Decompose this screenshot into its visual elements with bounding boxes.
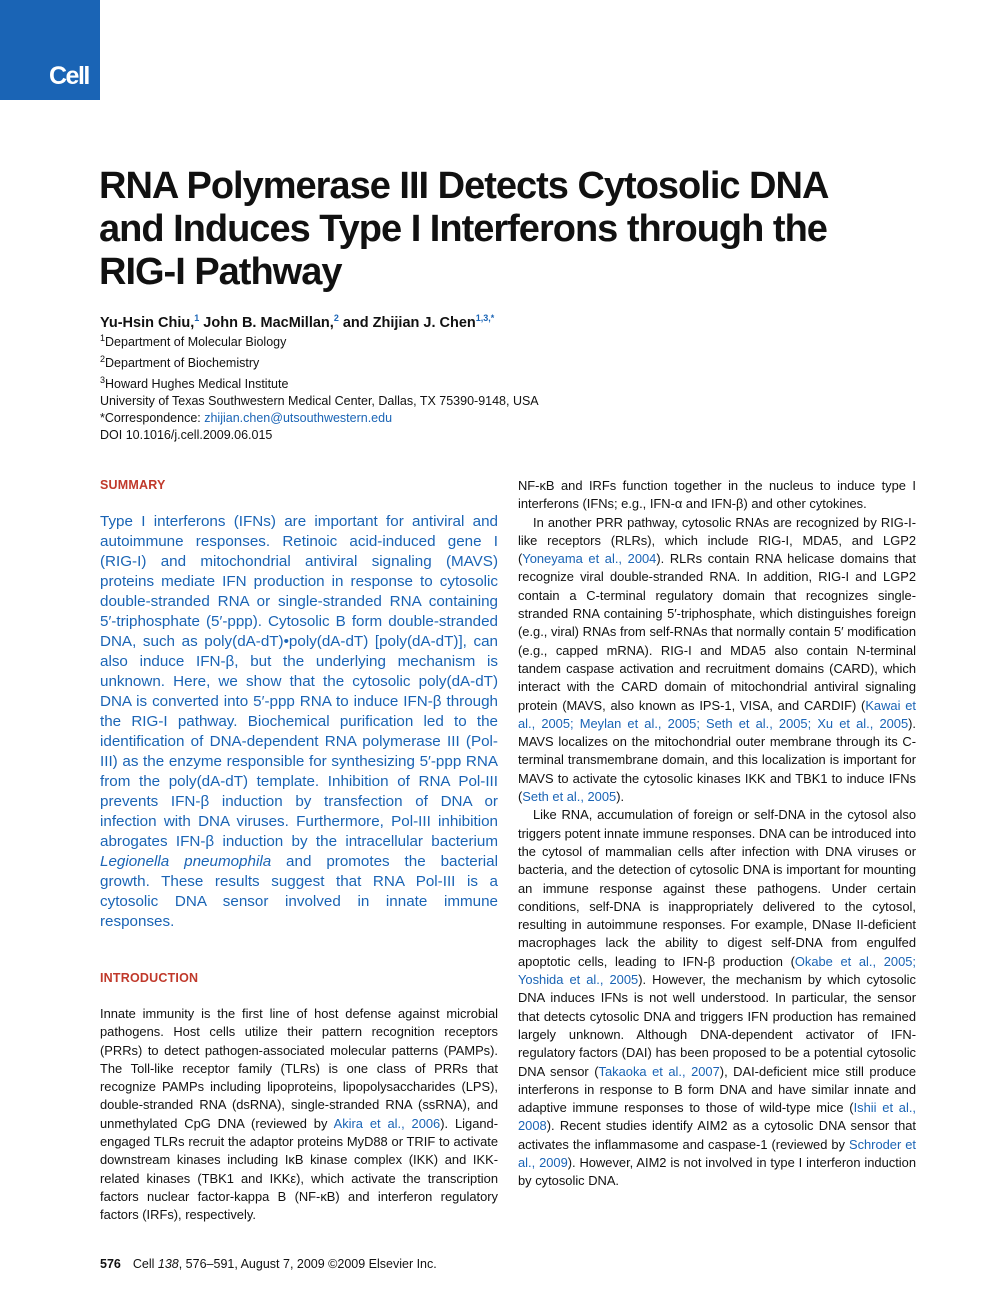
- institution: University of Texas Southwestern Medical Center, Dallas, TX 75390-9148, USA: [100, 394, 539, 409]
- author-name: Yu-Hsin Chiu,: [100, 314, 195, 331]
- citation-link[interactable]: Takaoka et al., 2007: [598, 1063, 720, 1079]
- summary-body-end: and promotes the bacterial growth. These results suggest that RNA Pol-III is a cytosolic DNA sensor involved in innate immune responses.: [100, 853, 498, 930]
- paragraph-text: In another PRR pathway, cytosolic RNAs are recognized by RIG-I-like receptors (RLRs), which include RIG-I, MDA5, and LGP2 (: [518, 514, 916, 567]
- affiliation-text: Department of Biochemistry: [105, 356, 260, 371]
- page-number: 576: [100, 1257, 121, 1271]
- author-affiliation-marker[interactable]: 1,3,*: [475, 313, 495, 323]
- affiliation: [100, 330, 900, 351]
- paragraph-text: NF-κB and IRFs function together in the nucleus to induce type I interferons (IFNs; e.g., IFN-α and IFN-β) and other cytokines.: [518, 478, 916, 512]
- journal-volume: 138: [157, 1257, 179, 1271]
- citation-link[interactable]: Akira et al., 2006: [333, 1115, 441, 1131]
- citation-link[interactable]: Kawai et al., 2005; Meylan et al., 2005; Seth et al., 2005; Xu et al., 2005: [518, 697, 916, 731]
- correspondence: [100, 410, 900, 427]
- page-footer: [100, 1257, 437, 1271]
- paragraph-text: ). Recent studies identify AIM2 as a cytosolic DNA sensor that activates the inflammasome and caspase-1 (reviewed by: [518, 1118, 916, 1152]
- affiliation-marker: 2: [100, 354, 106, 365]
- paragraph-text: ). However, the mechanism by which cytosolic DNA induces IFNs is not well understood. In particular, the sensor that detects cytosolic DNA and triggers IFN production has remained largely unknown. Although DNA-dependent activator of IFN-regulatory factors (DAI) has been proposed to be a potential cytosolic DNA sensor (: [518, 972, 916, 1079]
- cell-logo: Cell: [0, 0, 100, 100]
- right-column: [518, 477, 916, 1191]
- affiliation: [100, 351, 900, 372]
- affiliation-marker: 3: [100, 375, 106, 386]
- intro-paragraph-3: [518, 806, 916, 1190]
- paragraph-text: ). However, AIM2 is not involved in type I interferon induction by cytosolic DNA.: [518, 1154, 916, 1189]
- affiliation-marker: 1: [100, 333, 106, 343]
- intro-paragraph-2: [518, 514, 916, 807]
- citation-details: , 576–591, August 7, 2009 ©2009 Elsevier Inc.: [178, 1257, 437, 1271]
- article-title: RNA Polymerase III Detects Cytosolic DNA and Induces Type I Interferons through the RIG-I Pathway: [99, 165, 827, 293]
- summary-body: Type I interferons (IFNs) are important for antiviral and autoimmune responses. Retinoic acid-induced gene I (RIG-I) and mitochondrial antiviral signaling (MAVS) proteins mediate IFN production in response to cytosolic double-stranded RNA or single-stranded RNA containing 5′-triphosphate (5′-ppp). Cytosolic B form double-stranded DNA, such as poly(dA-dT)•poly(dA-dT) [poly(dA-dT)], can also induce IFN-β, but the underlying mechanism is unknown. Here, we show that the cytosolic poly(dA-dT) DNA is converted into 5′-ppp RNA to induce IFN-β through the RIG-I pathway. Biochemical purification led to the identification of DNA-dependent RNA polymerase III (Pol-III) as the enzyme responsible for synthesizing 5′-ppp RNA from the poly(dA-dT) template. Inhibition of RNA Pol-III prevents IFN-β induction by transfection of DNA or infection with DNA viruses. Furthermore, Pol-III inhibition abrogates IFN-β induction by the intracellular bacterium: [100, 513, 498, 850]
- journal-name: Cell: [132, 1257, 158, 1271]
- paragraph-text: ), DAI-deficient mice still produce interferons in response to B form DNA and have similar innate and adaptive immune responses to those of wild-type mice (: [518, 1063, 916, 1116]
- author-affiliation-marker[interactable]: 1: [194, 313, 200, 323]
- summary-text: [100, 512, 498, 932]
- affiliation: [100, 372, 900, 393]
- intro-paragraph-1: [100, 1005, 498, 1225]
- author-list: [100, 313, 700, 331]
- affiliation-text: Howard Hughes Medical Institute: [105, 377, 289, 392]
- paragraph-text: ). Ligand-engaged TLRs recruit the adaptor proteins MyD88 or TRIF to activate downstream kinases including IκB kinase complex (IKK) and IKK-related kinases (TBK1 and IKKε), which activate the transcription factors nuclear factor-kappa B (NF-κB) and interferon regulatory factors (IRFs), respectively.: [100, 1115, 498, 1223]
- citation-link[interactable]: Schroder et al., 2009: [518, 1136, 917, 1170]
- correspondence-email-link[interactable]: zhijian.chen@utsouthwestern.edu: [204, 411, 393, 426]
- introduction-heading: INTRODUCTION: [100, 971, 199, 985]
- citation-link[interactable]: Seth et al., 2005: [522, 789, 617, 805]
- paragraph-text: Like RNA, accumulation of foreign or self-DNA in the cytosol also triggers potent innate immune responses. DNA can be introduced into the cytosol of mammalian cells after infection with DNA viruses or bacteria, and the detection of cytosolic DNA is important for mounting an immune response against these pathogens. Under certain conditions, self-DNA is inappropriately delivered to the cytosol, resulting in autoimmune responses. For example, DNase II-deficient macrophages lack the ability to digest self-DNA from engulfed apoptotic cells, leading to IFN-β production (: [518, 807, 916, 969]
- author-name: and Zhijian J. Chen: [338, 314, 476, 331]
- citation-link[interactable]: Okabe et al., 2005; Yoshida et al., 2005: [518, 953, 916, 988]
- citation-link[interactable]: Ishii et al., 2008: [518, 1100, 916, 1134]
- affiliation-text: Department of Molecular Biology: [105, 335, 287, 350]
- author-affiliation-marker[interactable]: 2: [333, 313, 339, 323]
- summary-heading: SUMMARY: [100, 478, 166, 492]
- author-name: John B. MacMillan,: [199, 314, 334, 331]
- paragraph-text: ). RLRs contain RNA helicase domains that recognize viral double-stranded RNA. In addition, RIG-I and LGP2 contain a C-terminal regulatory domain that recognizes single-stranded RNA containing 5′-triphosphate, which distinguishes foreign (e.g., viral) RNAs from self-RNAs that normally contain 5′ modification (e.g., capped mRNA). RIG-I and MDA5 also contain N-terminal tandem caspase activation and recruitment domains (CARD), which interact with the CARD domain of mitochondrial antiviral signaling protein (MAVS, also known as IPS-1, VISA, and CARDIF) (: [518, 551, 916, 713]
- correspondence-label: *Correspondence:: [100, 411, 205, 426]
- paragraph-text: ). MAVS localizes on the mitochondrial outer membrane through its C-terminal transmembrane domain, and this localization is important for MAVS to activate the cytosolic kinases IKK and TBK1 to induce IFNs (: [518, 715, 916, 805]
- intro-paragraph-1-continued: [518, 477, 916, 514]
- citation-link[interactable]: Yoneyama et al., 2004: [522, 551, 657, 567]
- doi: DOI 10.1016/j.cell.2009.06.015: [100, 428, 273, 443]
- summary-species: Legionella pneumophila: [100, 853, 272, 870]
- affiliation-list: [100, 330, 900, 444]
- paragraph-text: Innate immunity is the first line of host defense against microbial pathogens. Host cells utilize their pattern recognition receptors (PRRs) to detect pathogen-associated molecular patterns (PAMPs). The Toll-like receptor family (TLRs) is one class of PRRs that recognize PAMPs including lipoproteins, lipopolysaccharides (LPS), double-stranded RNA (dsRNA), single-stranded RNA (ssRNA), and unmethylated CpG DNA (reviewed by: [100, 1006, 498, 1131]
- paragraph-text: ).: [616, 789, 625, 805]
